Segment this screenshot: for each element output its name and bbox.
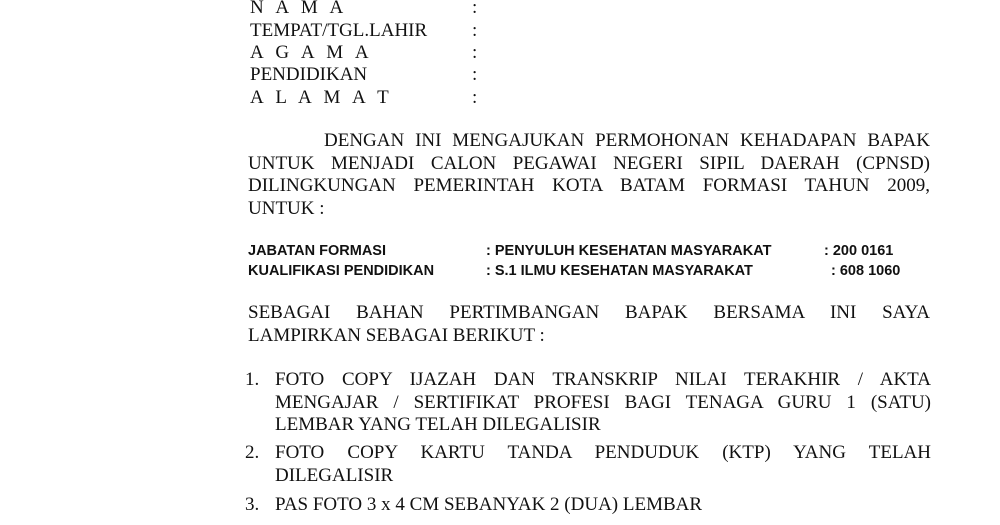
field-label: N A M A [250, 0, 348, 18]
formation-row-kualifikasi [248, 261, 938, 281]
attachments-intro-line: SEBAGAI BAHAN PERTIMBANGAN BAPAK BERSAMA INI SAYA [248, 302, 930, 323]
formation-row-jabatan [248, 241, 938, 261]
field-label: A L A M A T [250, 87, 393, 108]
intro-paragraph [248, 130, 930, 220]
field-colon: : [472, 42, 478, 63]
formation-code: : 608 1060 [831, 263, 901, 279]
formation-value: : PENYULUH KESEHATAN MASYARAKAT [486, 243, 772, 259]
list-number: 3. [245, 494, 260, 515]
attachments-intro-paragraph [248, 302, 930, 347]
field-label: TEMPAT/TGL.LAHIR [250, 20, 428, 41]
intro-line: UNTUK : [248, 197, 325, 219]
intro-line: UNTUK MENJADI CALON PEGAWAI NEGERI SIPIL DAERAH (CPNSD) [248, 152, 930, 174]
field-colon: : [472, 64, 478, 85]
intro-line: DENGAN INI MENGAJUKAN PERMOHONAN KEHADAPAN BAPAK [324, 130, 930, 151]
field-colon: : [472, 87, 478, 108]
field-colon: : [472, 0, 478, 18]
list-number: 2. [245, 442, 260, 463]
list-line: FOTO COPY IJAZAH DAN TRANSKRIP NILAI TERAKHIR / AKTA [275, 369, 931, 390]
list-body [275, 442, 931, 487]
formation-label: KUALIFIKASI PENDIDIKAN [248, 263, 435, 279]
attachments-intro-line: LAMPIRKAN SEBAGAI BERIKUT : [248, 324, 545, 346]
list-number: 1. [245, 369, 260, 390]
formation-code: : 200 0161 [824, 243, 894, 259]
formation-value: : S.1 ILMU KESEHATAN MASYARAKAT [486, 263, 753, 279]
field-colon: : [472, 20, 478, 41]
formation-label: JABATAN FORMASI [248, 243, 387, 259]
field-label: PENDIDIKAN [250, 64, 368, 85]
list-body [275, 369, 931, 437]
list-line: LEMBAR YANG TELAH DILEGALISIR [275, 414, 601, 435]
list-line: MENGAJAR / SERTIFIKAT PROFESI BAGI TENAGA GURU 1 (SATU) [275, 391, 931, 413]
list-line: DILEGALISIR [275, 464, 394, 486]
intro-line: DILINGKUNGAN PEMERINTAH KOTA BATAM FORMASI TAHUN 2009, [248, 175, 930, 196]
field-label: A G A M A [250, 42, 373, 63]
list-line: FOTO COPY KARTU TANDA PENDUDUK (KTP) YANG TELAH [275, 442, 931, 463]
list-body [275, 494, 931, 517]
list-line: PAS FOTO 3 x 4 CM SEBANYAK 2 (DUA) LEMBAR [275, 494, 703, 515]
